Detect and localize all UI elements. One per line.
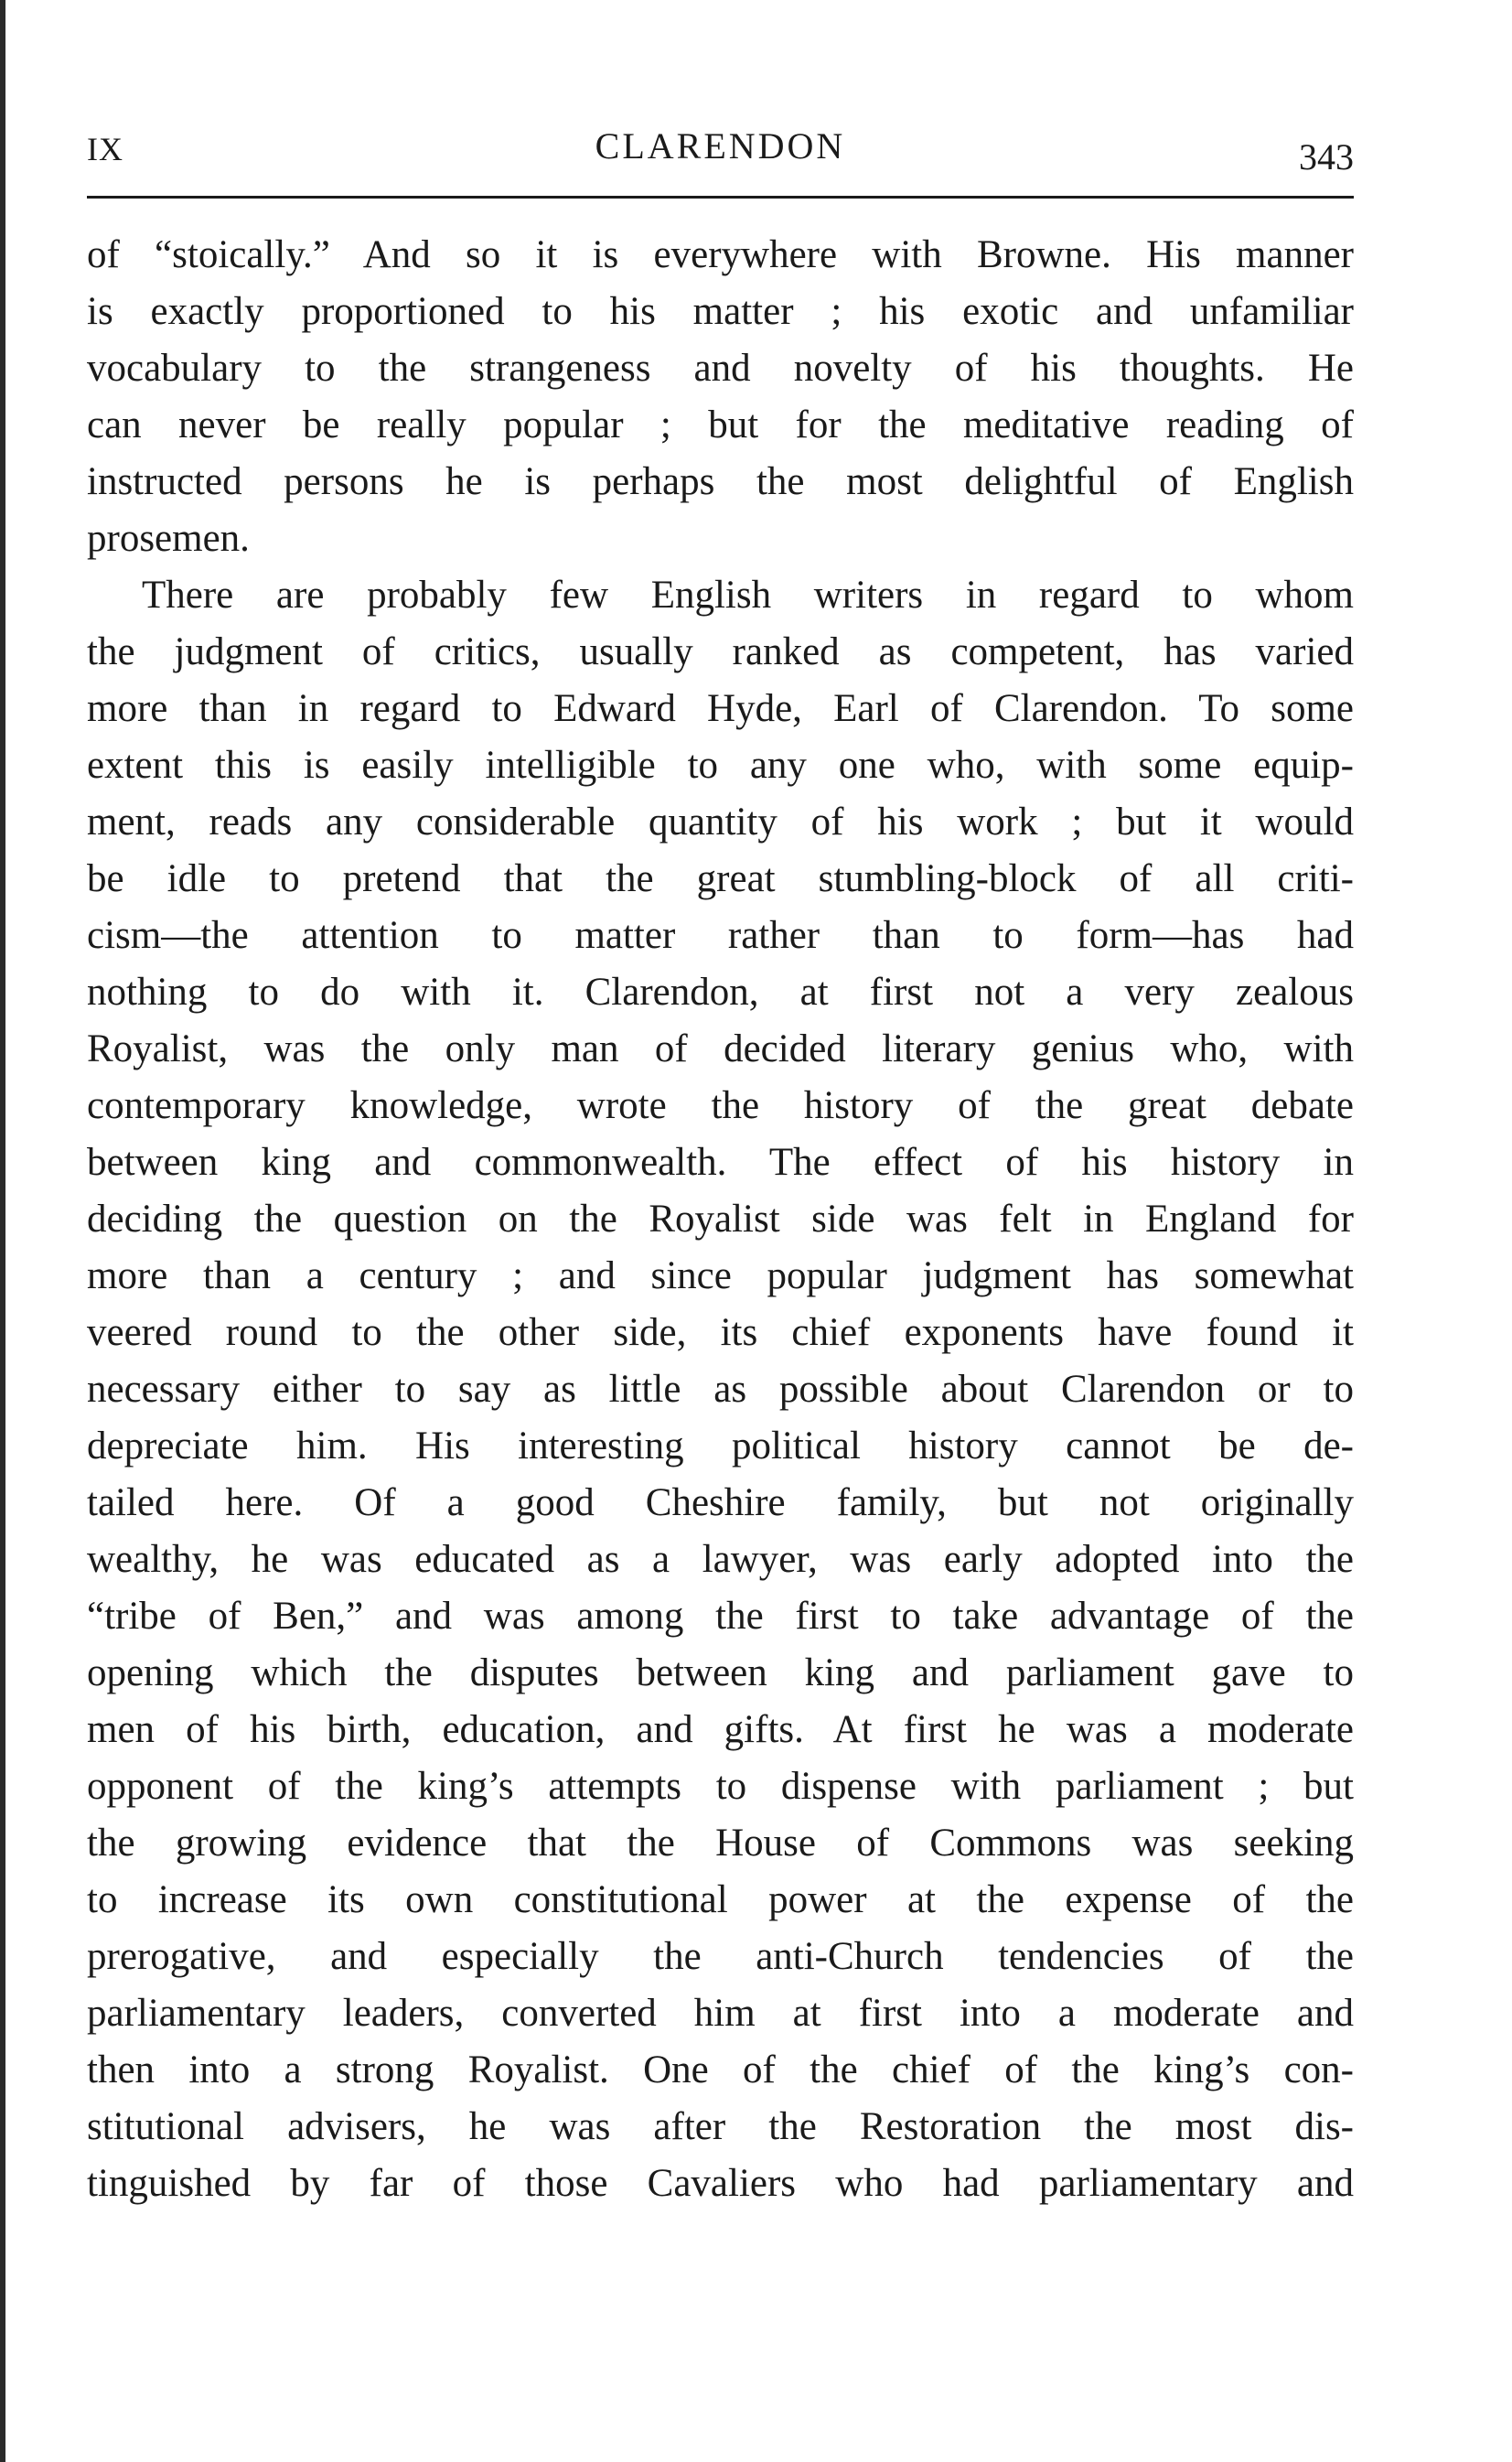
text-line: depreciate him. His interesting political history cannot be de-	[87, 1425, 1354, 1468]
text-line: veered round to the other side, its chief exponents have found it	[87, 1311, 1354, 1354]
text-line: ment, reads any considerable quantity of his work ; but it would	[87, 801, 1354, 844]
text-line: vocabulary to the strangeness and novelty of his thoughts. He	[87, 347, 1354, 390]
text-line: wealthy, he was educated as a lawyer, was early adopted into the	[87, 1538, 1354, 1581]
text-line: men of his birth, education, and gifts. At first he was a moderate	[87, 1708, 1354, 1751]
text-line: prerogative, and especially the anti-Church tendencies of the	[87, 1935, 1354, 1978]
text-line: opening which the disputes between king and parliament gave to	[87, 1651, 1354, 1694]
page-edge-shadow	[0, 0, 5, 2462]
running-title: CLARENDON	[595, 125, 846, 167]
text-line: instructed persons he is perhaps the most delightful of English	[87, 460, 1354, 503]
header-rule	[87, 196, 1354, 199]
text-line: contemporary knowledge, wrote the history of the great debate	[87, 1084, 1354, 1127]
text-line: is exactly proportioned to his matter ; his exotic and unfamiliar	[87, 290, 1354, 333]
text-line: tinguished by far of those Cavaliers who had parliamentary and	[87, 2162, 1354, 2205]
text-line: prosemen.	[87, 517, 250, 560]
text-line: nothing to do with it. Clarendon, at first not a very zealous	[87, 971, 1354, 1014]
text-line: the growing evidence that the House of Commons was seeking	[87, 1822, 1354, 1865]
text-line: tailed here. Of a good Cheshire family, but not originally	[87, 1481, 1354, 1524]
body-text	[87, 227, 1354, 2212]
text-line: more than in regard to Edward Hyde, Earl of Clarendon. To some	[87, 687, 1354, 730]
text-line: more than a century ; and since popular judgment has somewhat	[87, 1254, 1354, 1297]
text-line: deciding the question on the Royalist side was felt in England for	[87, 1198, 1354, 1241]
page-number: 343	[1299, 136, 1354, 177]
chapter-number: IX	[87, 131, 123, 167]
text-line: of “stoically.” And so it is everywhere with Browne. His manner	[87, 233, 1354, 276]
text-line: can never be really popular ; but for the meditative reading of	[87, 403, 1354, 446]
text-line: cism—the attention to matter rather than to form—has had	[87, 914, 1354, 957]
text-line: the judgment of critics, usually ranked as competent, has varied	[87, 630, 1354, 673]
text-line: to increase its own constitutional power at the expense of the	[87, 1878, 1354, 1921]
text-line: opponent of the king’s attempts to dispense with parliament ; but	[87, 1765, 1354, 1808]
text-line: between king and commonwealth. The effect of his history in	[87, 1141, 1354, 1184]
text-line: parliamentary leaders, converted him at first into a moderate and	[87, 1992, 1354, 2035]
text-line: Royalist, was the only man of decided literary genius who, with	[87, 1027, 1354, 1070]
running-head	[87, 124, 1354, 179]
text-line: There are probably few English writers in regard to whom	[142, 574, 1354, 617]
text-line: necessary either to say as little as possible about Clarendon or to	[87, 1368, 1354, 1411]
text-line: then into a strong Royalist. One of the chief of the king’s con-	[87, 2048, 1354, 2091]
text-line: “tribe of Ben,” and was among the first to take advantage of the	[87, 1595, 1354, 1638]
text-line: extent this is easily intelligible to any one who, with some equip-	[87, 744, 1354, 787]
text-line: be idle to pretend that the great stumbling-block of all criti-	[87, 857, 1354, 900]
text-line: stitutional advisers, he was after the Restoration the most dis-	[87, 2105, 1354, 2148]
